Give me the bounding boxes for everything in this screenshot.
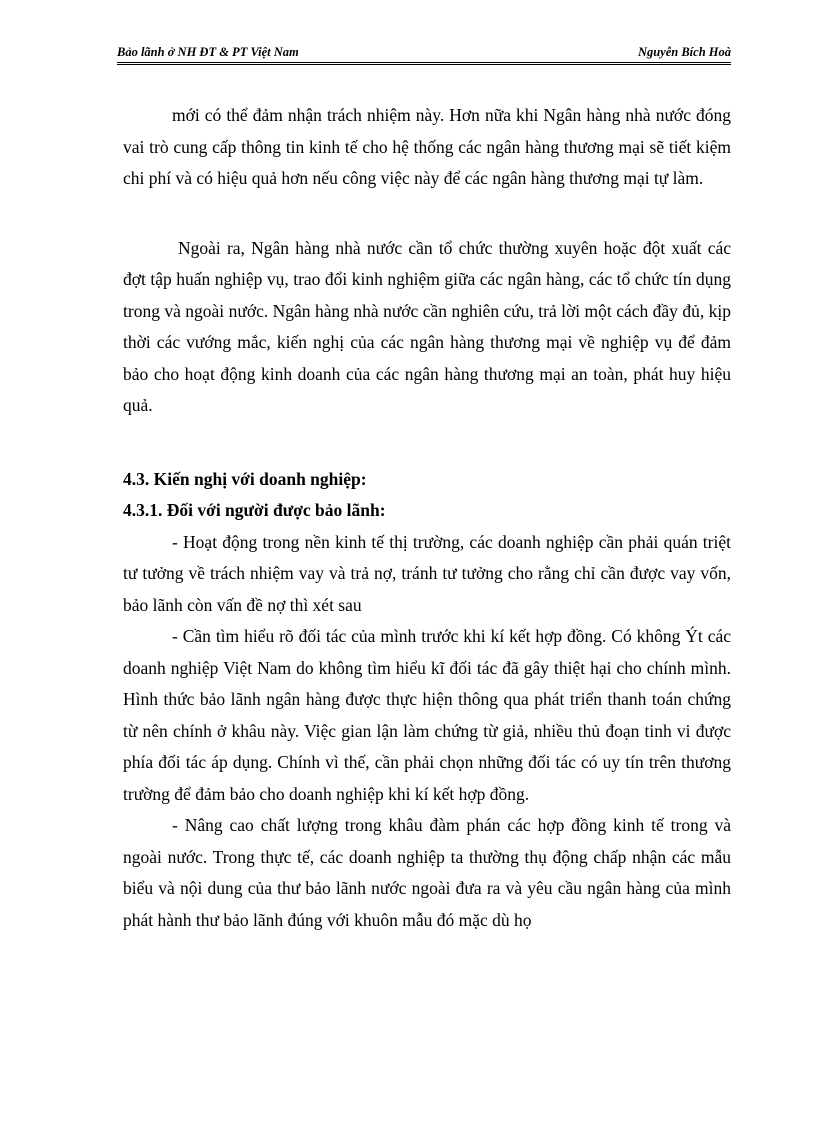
subsection-heading: 4.3.1. Đối với người được bảo lãnh: bbox=[123, 500, 386, 520]
spacer bbox=[123, 195, 731, 233]
paragraph-partner-research: - Cần tìm hiểu rõ đối tác của mình trước khi kí kết hợp đồng. Có không Ýt các doanh nghiệp Việt Nam do không tìm hiểu kĩ đối tác đã gây thiệt hại cho chính mình. Hình thức bảo lãnh ngân hàng được thực hiện thông qua phát triển thanh toán chứng từ nên chính ở khâu này. Việc gian lận làm chứng từ giả, nhiều thủ đoạn tinh vi được phía đối tác áp dụng. Chính vì thế, cần phải chọn những đối tác có uy tín trên thương trường để đảm bảo cho doanh nghiệp khi kí kết hợp đồng. bbox=[123, 626, 731, 804]
paragraph-debt-responsibility: - Hoạt động trong nền kinh tế thị trường, các doanh nghiệp cần phải quán triệt tư tưởng về trách nhiệm vay và trả nợ, tránh tư tưởng cho rằng chỉ cần được vay vốn, bảo lãnh còn vấn đề nợ thì xét sau bbox=[123, 531, 731, 615]
paragraph-negotiation-quality: - Nâng cao chất lượng trong khâu đàm phán các hợp đồng kinh tế trong và ngoài nước. Trong thực tế, các doanh nghiệp ta thường thụ động chấp nhận các mẫu biểu và nội dung của thư bảo lãnh nước ngoài đưa ra và yêu cầu ngân hàng của mình phát hành thư bảo lãnh đúng với khuôn mẫu đó mặc dù họ bbox=[123, 815, 731, 930]
header-document-title: Bảo lãnh ở NH ĐT & PT Việt Nam bbox=[117, 45, 299, 59]
header-author: Nguyễn Bích Hoà bbox=[637, 45, 731, 59]
spacer bbox=[123, 422, 731, 464]
page-body bbox=[123, 100, 731, 936]
paragraph-state-bank-training: Ngoài ra, Ngân hàng nhà nước cần tổ chức thường xuyên hoặc đột xuất các đợt tập huấn nghiệp vụ, trao đổi kinh nghiệm giữa các ngân hàng, các tổ chức tín dụng trong và ngoài nước. Ngân hàng nhà nước cần nghiên cứu, trả lời một cách đầy đủ, kịp thời các vướng mắc, kiến nghị của các ngân hàng thương mại về nghiệp vụ để đảm bảo cho hoạt động kinh doanh của các ngân hàng thương mại an toàn, phát huy hiệu quả. bbox=[123, 237, 731, 415]
section-heading: 4.3. Kiến nghị với doanh nghiệp: bbox=[123, 468, 367, 489]
paragraph-state-bank-info: mới có thể đảm nhận trách nhiệm này. Hơn nữa khi Ngân hàng nhà nước đóng vai trò cung cấp thông tin kinh tế cho hệ thống các ngân hàng thương mại sẽ tiết kiệm chi phí và có hiệu quả hơn nếu công việc này để các ngân hàng thương mại tự làm. bbox=[123, 105, 731, 188]
page-header bbox=[117, 40, 731, 65]
